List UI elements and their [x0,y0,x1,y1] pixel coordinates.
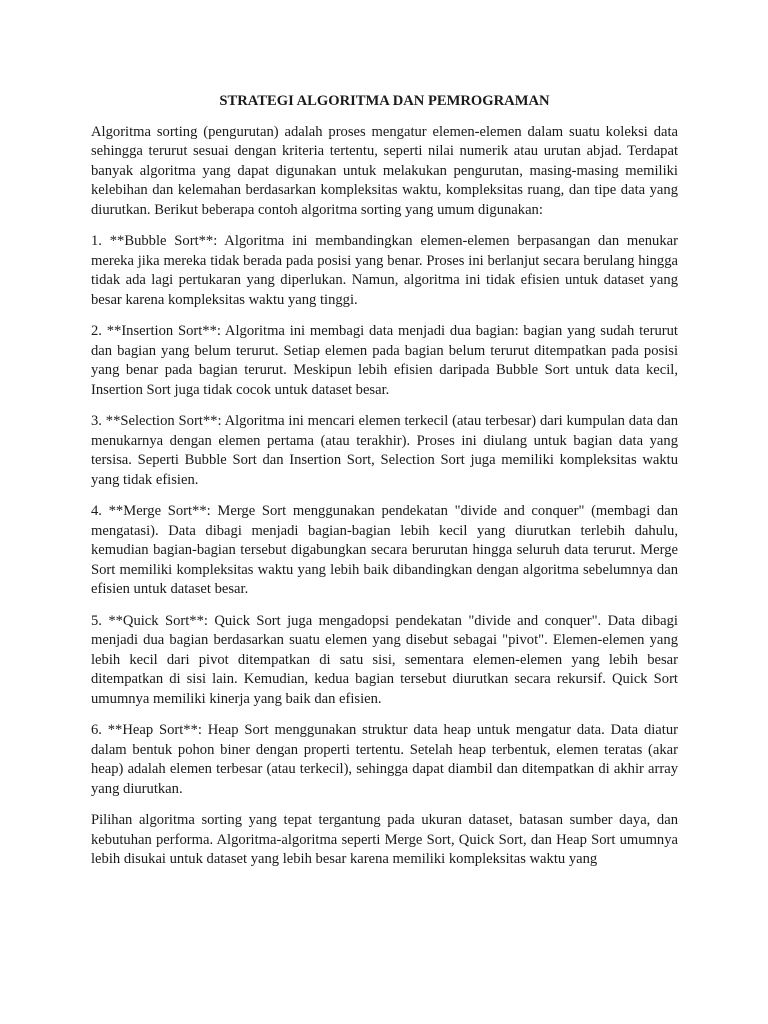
conclusion-paragraph: Pilihan algoritma sorting yang tepat tergantung pada ukuran dataset, batasan sumber daya, dan kebutuhan performa. Algoritma-algoritma seperti Merge Sort, Quick Sort, dan Heap Sort umumnya lebih disukai untuk dataset yang lebih besar karena memiliki kompleksitas waktu yang [91,812,678,868]
intro-paragraph: Algoritma sorting (pengurutan) adalah proses mengatur elemen-elemen dalam suatu koleksi data sehingga terurut sesuai dengan kriteria tertentu, seperti nilai numerik atau urutan abjad. Terdapat banyak algoritma yang dapat digunakan untuk melakukan pengurutan, masing-masing memiliki kelebihan dan kelemahan berdasarkan kompleksitas waktu, kompleksitas ruang, dan tipe data yang diurutkan. Berikut beberapa contoh algoritma sorting yang umum digunakan: [91,124,678,218]
document-title: STRATEGI ALGORITMA DAN PEMROGRAMAN [219,93,550,109]
insertion-sort-paragraph: 2. **Insertion Sort**: Algoritma ini membagi data menjadi dua bagian: bagian yang sudah terurut dan bagian yang belum terurut. Setiap elemen pada bagian belum terurut ditempatkan pada posisi yang benar pada bagian terurut. Meskipun lebih efisien daripada Bubble Sort untuk data kecil, Insertion Sort juga tidak cocok untuk dataset besar. [91,323,678,398]
bubble-sort-paragraph: 1. **Bubble Sort**: Algoritma ini membandingkan elemen-elemen berpasangan dan menukar mereka jika mereka tidak berada pada posisi yang benar. Proses ini berlanjut secara berulang hingga tidak ada lagi pertukaran yang diperlukan. Namun, algoritma ini tidak efisien untuk dataset yang besar karena kompleksitas waktu yang tinggi. [91,233,678,308]
merge-sort-paragraph: 4. **Merge Sort**: Merge Sort menggunakan pendekatan "divide and conquer" (membagi dan mengatasi). Data dibagi menjadi bagian-bagian lebih kecil yang diurutkan terlebih dahulu, kemudian bagian-bagian tersebut digabungkan secara berurutan hingga seluruh data terurut. Merge Sort memiliki kompleksitas waktu yang lebih baik dibandingkan dengan algoritma sebelumnya dan efisien untuk dataset besar. [91,503,678,598]
document-page [91,92,678,882]
quick-sort-paragraph: 5. **Quick Sort**: Quick Sort juga mengadopsi pendekatan "divide and conquer". Data dibagi menjadi dua bagian berdasarkan suatu elemen yang disebut sebagai "pivot". Elemen-elemen yang lebih kecil dari pivot ditempatkan di satu sisi, sementara elemen-elemen yang lebih besar ditempatkan di sisi lain. Kemudian, kedua bagian tersebut diurutkan secara rekursif. Quick Sort umumnya memiliki kinerja yang baik dan efisien. [91,612,678,707]
heap-sort-paragraph: 6. **Heap Sort**: Heap Sort menggunakan struktur data heap untuk mengatur data. Data diatur dalam bentuk pohon biner dengan properti tertentu. Setelah heap terbentuk, elemen teratas (akar heap) adalah elemen terbesar (atau terkecil), sehingga dapat diambil dan ditempatkan di akhir array yang diurutkan. [91,722,678,797]
selection-sort-paragraph: 3. **Selection Sort**: Algoritma ini mencari elemen terkecil (atau terbesar) dari kumpulan data dan menukarnya dengan elemen pertama (atau terakhir). Proses ini diulang untuk bagian data yang tersisa. Seperti Bubble Sort dan Insertion Sort, Selection Sort juga memiliki kompleksitas waktu yang tidak efisien. [91,413,678,488]
